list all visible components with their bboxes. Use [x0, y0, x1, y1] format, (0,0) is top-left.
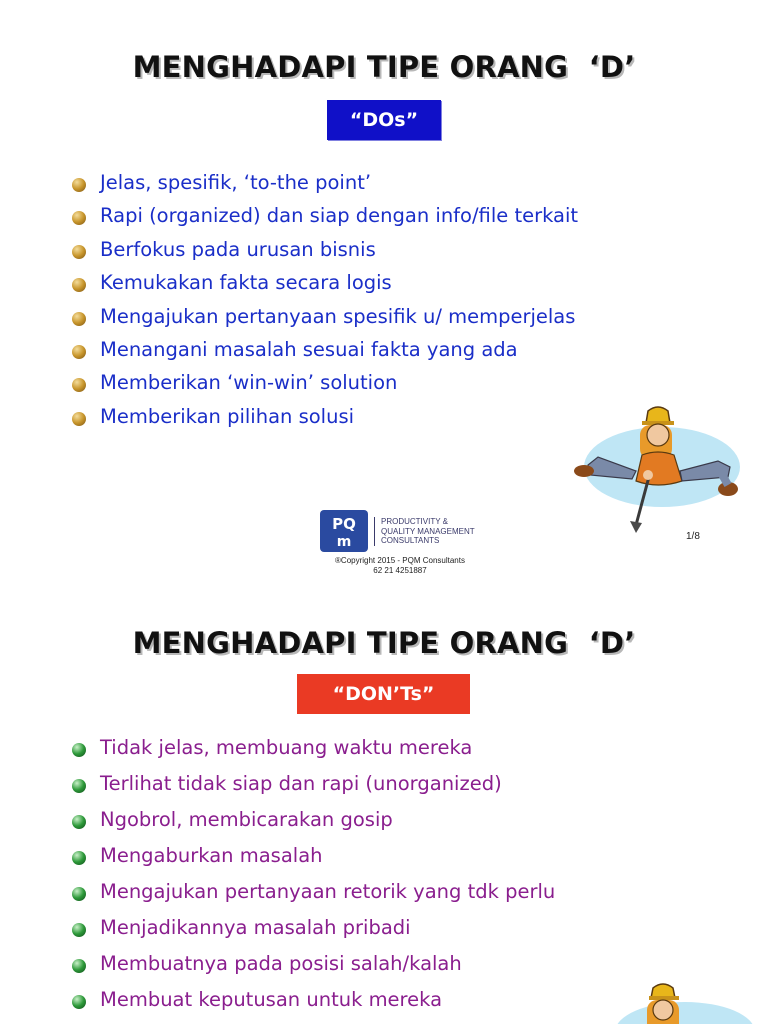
- list-item-text: Menjadikannya masalah pribadi: [100, 916, 411, 939]
- bullet-icon: [72, 211, 86, 225]
- list-item: [72, 371, 578, 404]
- jumping-worker-clipart: [605, 982, 755, 1024]
- bullet-icon: [72, 378, 86, 392]
- list-item-text: Menangani masalah sesuai fakta yang ada: [100, 337, 518, 361]
- list-item-text: Tidak jelas, membuang waktu mereka: [100, 736, 473, 759]
- bullet-icon: [72, 412, 86, 426]
- list-item-text: Kemukakan fakta secara logis: [100, 271, 392, 295]
- bullet-icon: [72, 923, 86, 937]
- list-item-text: Berfokus pada urusan bisnis: [100, 237, 376, 261]
- bullet-icon: [72, 887, 86, 901]
- bullet-icon: [72, 278, 86, 292]
- list-item-text: Membuat keputusan untuk mereka: [100, 988, 443, 1011]
- bullet-icon: [72, 178, 86, 192]
- page-number: 1/8: [686, 531, 700, 542]
- slide-title: MENGHADAPI TIPE ORANG ‘D’: [132, 626, 636, 660]
- bullet-icon: [72, 743, 86, 757]
- list-item: [72, 204, 578, 237]
- list-item: [72, 808, 555, 844]
- donts-list: [72, 736, 555, 1024]
- bullet-icon: [72, 345, 86, 359]
- list-item: [72, 772, 555, 808]
- company-name: PRODUCTIVITY & QUALITY MANAGEMENT CONSULTANTS: [374, 517, 475, 546]
- donts-tag: “DON’Ts”: [297, 674, 470, 714]
- list-item-text: Mengajukan pertanyaan spesifik u/ memperjelas: [100, 304, 576, 328]
- dos-tag: “DOs”: [327, 100, 441, 140]
- list-item: [72, 305, 578, 338]
- bullet-icon: [72, 312, 86, 326]
- phone-text: 62 21 4251887: [373, 566, 427, 575]
- svg-text:PQ: PQ: [332, 515, 356, 533]
- bullet-icon: [72, 851, 86, 865]
- list-item-text: Jelas, spesifik, ‘to-the point’: [100, 171, 372, 194]
- list-item-text: Terlihat tidak siap dan rapi (unorganized): [100, 772, 502, 795]
- list-item: [72, 338, 578, 371]
- copyright-block: [300, 556, 500, 576]
- list-item: [72, 271, 578, 304]
- list-item-text: Rapi (organized) dan siap dengan info/file terkait: [100, 204, 579, 228]
- list-item: [72, 405, 578, 438]
- list-item: [72, 171, 578, 204]
- bullet-icon: [72, 995, 86, 1009]
- list-item: [72, 844, 555, 880]
- list-item-text: Mengajukan pertanyaan retorik yang tdk perlu: [100, 880, 556, 903]
- bullet-icon: [72, 779, 86, 793]
- svg-text:m: m: [336, 534, 352, 550]
- list-item-text: Memberikan ‘win-win’ solution: [100, 371, 398, 395]
- list-item: [72, 916, 555, 952]
- list-item: [72, 238, 578, 271]
- dos-list: [72, 171, 578, 438]
- list-item-text: Mengaburkan masalah: [100, 844, 323, 867]
- slide-donts: [0, 590, 768, 1024]
- bullet-icon: [72, 245, 86, 259]
- bullet-icon: [72, 959, 86, 973]
- bullet-icon: [72, 815, 86, 829]
- list-item: [72, 736, 555, 772]
- list-item-text: Ngobrol, membicarakan gosip: [100, 808, 393, 831]
- jumping-worker-clipart: [570, 405, 740, 540]
- list-item-text: Memberikan pilihan solusi: [100, 404, 355, 428]
- list-item-text: Membuatnya pada posisi salah/kalah: [100, 952, 462, 975]
- slide-title: MENGHADAPI TIPE ORANG ‘D’: [132, 50, 636, 84]
- list-item: [72, 988, 555, 1024]
- copyright-text: ®Copyright 2015 - PQM Consultants: [335, 556, 465, 565]
- pqm-logo: [320, 510, 368, 552]
- list-item: [72, 880, 555, 916]
- list-item: [72, 952, 555, 988]
